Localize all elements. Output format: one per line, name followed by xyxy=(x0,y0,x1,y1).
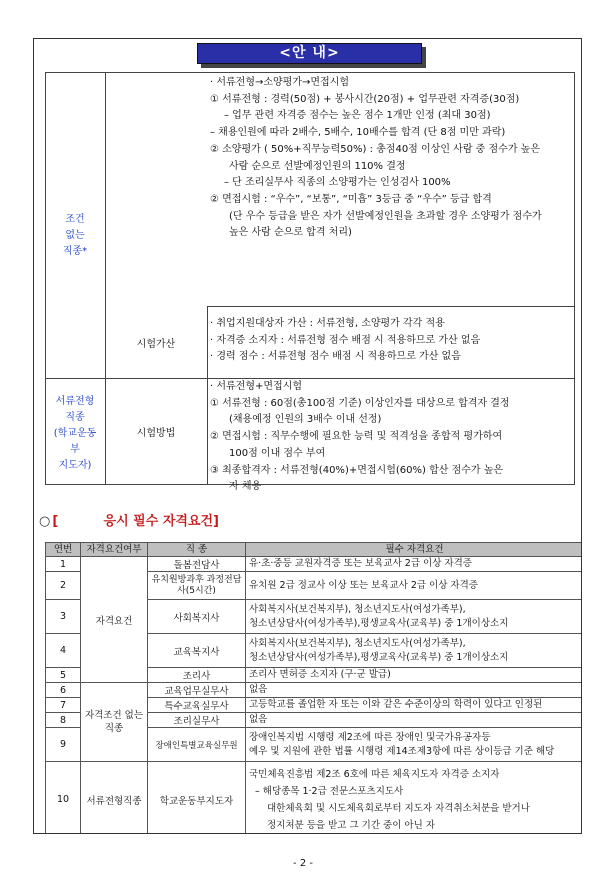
content-line: · 서류전형→소양평가→면접시험 xyxy=(210,77,350,88)
job-name: 장애인특별교육실무원 xyxy=(148,728,246,762)
label-line: 지도자) xyxy=(58,460,92,471)
job-name: 사회복지사 xyxy=(148,600,246,634)
group-label: 서류전형직종 xyxy=(81,762,148,835)
requirement: 없음 xyxy=(246,713,583,728)
method-label: 시험방법 xyxy=(136,428,176,439)
bonus-label: 시험가산 xyxy=(136,338,176,350)
job-name: 조리사 xyxy=(148,668,246,683)
label-line: 직종* xyxy=(62,246,88,257)
requirement xyxy=(246,762,583,835)
row-number: 8 xyxy=(46,713,81,728)
content-line: 100점 이내 점수 부여 xyxy=(229,447,326,459)
row-number: 3 xyxy=(46,600,81,634)
no-condition-label-text xyxy=(45,212,105,260)
content-line: (단 우수 등급을 받은 자가 선발예정인원을 초과할 경우 소양평가 점수가 xyxy=(229,210,542,222)
requirement xyxy=(246,634,583,668)
row-number: 6 xyxy=(46,683,81,698)
job-name: 돌봄전담사 xyxy=(148,557,246,572)
requirement xyxy=(246,600,583,634)
requirement-line: 사회복지사(보건복지부), 청소년지도사(여성가족부), xyxy=(249,637,466,649)
section-title-text: [ 응시 필수 자격요건] xyxy=(52,514,220,529)
content-line: ② 면접시험 : “우수”, “보통”, “미흡” 3등급 중 “우수” 등급 합격 xyxy=(210,193,492,205)
table-row xyxy=(46,557,583,572)
page-number: - 2 - xyxy=(293,858,313,869)
requirement: 고등학교를 졸업한 자 또는 이와 같은 수준이상의 학력이 있다고 인정된 xyxy=(246,698,583,713)
label-line: 조건 xyxy=(65,214,85,225)
table-row xyxy=(46,683,583,698)
content-line: 사람 순으로 선발예정인원의 110% 결정 xyxy=(229,160,406,172)
job-name: 교육업무실무사 xyxy=(148,683,246,698)
requirement-line: 청소년상담사(여성가족부),평생교육사(교육부) 중 1개이상소지 xyxy=(249,617,509,629)
content-line: · 자격증 소지자 : 서류전형 점수 배점 시 적용하므로 가산 없음 xyxy=(210,334,481,346)
group-label: 자격조건 없는 직종 xyxy=(81,683,148,762)
content-line: ③ 최종합격자 : 서류전형(40%)+면접시험(60%) 합산 점수가 높은 xyxy=(210,464,504,476)
requirement: 조리사 면허증 소지자 (구·군 발급) xyxy=(246,668,583,683)
requirement xyxy=(246,728,583,762)
row-number: 1 xyxy=(46,557,81,572)
content-line: (채용예정 인원의 3배수 이내 선정) xyxy=(229,414,382,426)
job-name: 특수교육실무사 xyxy=(148,698,246,713)
label-line: 직종 xyxy=(65,412,85,423)
row-number: 2 xyxy=(46,572,81,600)
row-number: 5 xyxy=(46,668,81,683)
header-row xyxy=(46,543,583,557)
job-name: 유치원방과후 과정전담사(5시간) xyxy=(148,572,246,600)
no-condition-content xyxy=(210,75,572,242)
content-line: – 단 조리실무사 직종의 소양평가는 인성검사 100% xyxy=(224,177,451,189)
content-line: – 채용인원에 따라 2배수, 5배수, 10배수를 합격 (단 8점 미만 과락) xyxy=(210,127,506,139)
content-line: ① 서류전형 : 경력(50점) + 봉사시간(20점) + 업무관련 자격증(30점) xyxy=(210,93,520,105)
requirement-line: 장애인복지법 시행령 제2조에 따른 장애인 및국가유공자등 xyxy=(249,731,491,743)
content-line: · 서류전형+면접시험 xyxy=(210,381,303,392)
group-label: 자격요건 xyxy=(81,557,148,683)
requirement-line: 국민체육진흥법 제2조 6호에 따른 체육지도자 자격증 소지자 xyxy=(249,768,500,780)
method-content xyxy=(210,379,572,496)
row-number: 9 xyxy=(46,728,81,762)
content-line: ② 소양평가 ( 50%+직무능력50%) : 총점40점 이상인 사람 중 점수가 높은 xyxy=(210,143,541,155)
content-line: ① 서류전형 : 60점(총100점 기준) 이상인자를 대상으로 합격자 결정 xyxy=(210,397,510,409)
row-number: 4 xyxy=(46,634,81,668)
requirement-line: – 해당종목 1·2급 전문스포츠지도사 xyxy=(255,785,404,797)
col-header: 자격요건여부 xyxy=(81,543,148,557)
requirements-table xyxy=(45,542,582,834)
job-name: 학교운동부지도자 xyxy=(148,762,246,835)
section-title xyxy=(39,510,219,529)
col-header: 직 종 xyxy=(148,543,246,557)
row-number: 10 xyxy=(46,762,81,835)
col-header: 연번 xyxy=(46,543,81,557)
content-line: – 업무 관련 자격증 점수는 높은 점수 1개만 인정 (최대 30점) xyxy=(224,110,491,122)
requirement: 없음 xyxy=(246,683,583,698)
requirement-line: 예우 및 지원에 관한 법률 시행령 제14조제3항에 따른 상이등급 기준 해당 xyxy=(249,745,555,757)
requirement-line: 청소년상담사(여성가족부),평생교육사(교육부) 중 1개이상소지 xyxy=(249,651,509,663)
requirement: 유·초·중등 교원자격증 또는 보육교사 2급 이상 자격증 xyxy=(246,557,583,572)
bonus-content xyxy=(210,316,572,366)
content-line: · 취업지원대상자 가산 : 서류전형, 소양평가 각각 적용 xyxy=(210,318,445,329)
requirement-line: 대한체육회 및 시도체육회로부터 지도자 자격취소처분을 받거나 xyxy=(267,802,530,814)
row-number: 7 xyxy=(46,698,81,713)
notice-banner: <안 내> xyxy=(197,43,422,64)
col-header: 필수 자격요건 xyxy=(246,543,583,557)
label-line: 서류전형 xyxy=(55,396,95,407)
circle-bullet-icon: ○ xyxy=(39,514,51,529)
requirement-line: 정지처분 등을 받고 그 기간 중이 아닌 자 xyxy=(267,819,435,831)
exam-info-grid xyxy=(45,72,575,493)
requirement: 유치원 2급 정교사 이상 또는 보육교사 2급 이상 자격증 xyxy=(246,572,583,600)
content-line: 높은 사람 순으로 합격 처리) xyxy=(229,227,352,239)
notice-frame xyxy=(33,38,582,834)
document-screening-label xyxy=(45,394,105,474)
label-line: 없는 xyxy=(65,230,85,241)
label-line: (학교운동 xyxy=(53,428,97,439)
job-name: 교육복지사 xyxy=(148,634,246,668)
content-line: · 경력 점수 : 서류전형 점수 배점 시 적용하므로 가산 없음 xyxy=(210,351,461,363)
requirement-line: 사회복지사(보건복지부), 청소년지도사(여성가족부), xyxy=(249,603,466,615)
table-row xyxy=(46,762,583,835)
label-line: 부 xyxy=(70,444,80,455)
job-name: 조리실무사 xyxy=(148,713,246,728)
content-line: 자 채용 xyxy=(229,481,262,493)
content-line: ② 면접시험 : 직무수행에 필요한 능력 및 적격성을 종합적 평가하여 xyxy=(210,431,503,443)
